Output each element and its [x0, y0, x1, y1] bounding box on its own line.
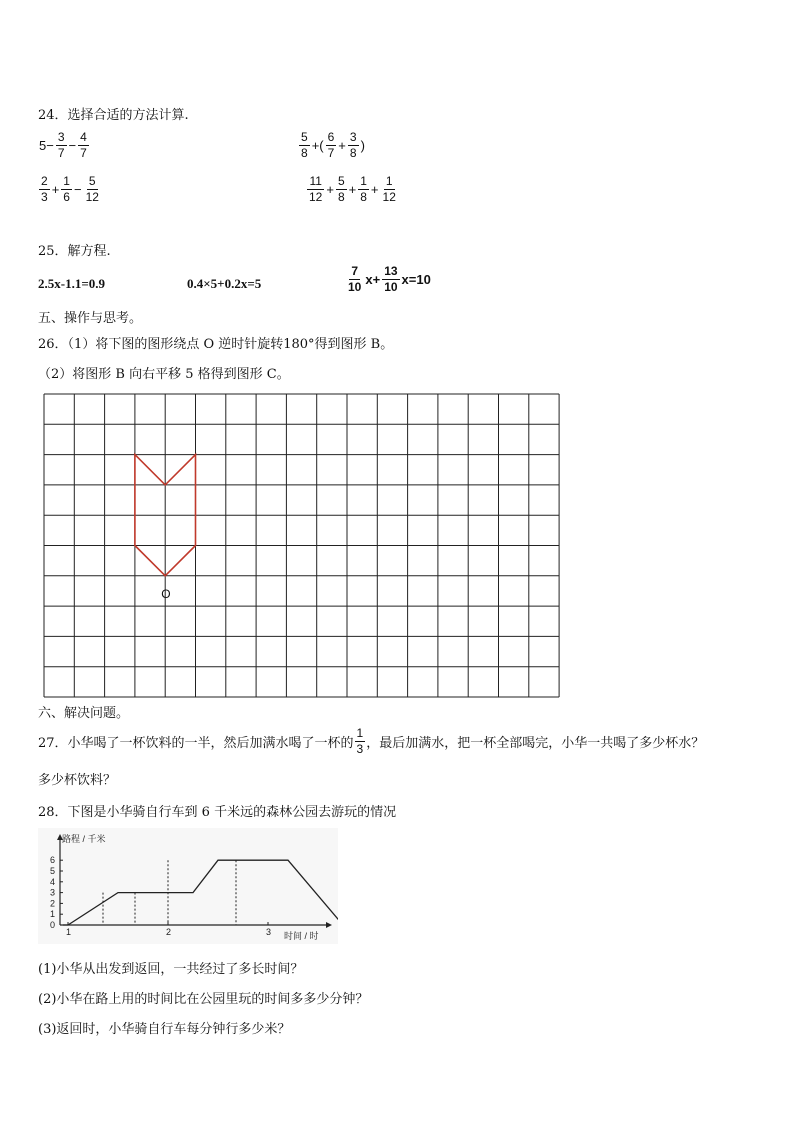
operator: x=10: [401, 272, 431, 287]
fraction: $\frac{7}{10}$: [348, 264, 362, 294]
y-tick-label: 1: [50, 909, 56, 920]
q28-question-1: (1)小华从出发到返回，一共经过了多长时间？: [38, 962, 304, 977]
x-tick-label: 2: [166, 927, 172, 937]
q25-title: 25．解方程.: [38, 244, 111, 259]
q27-text-pre: 27．小华喝了一杯饮料的一半，然后加满水喝了一杯的: [38, 736, 354, 751]
fraction: $\frac{3}{7}$: [57, 130, 65, 160]
fraction: $\frac{1}{6}$: [63, 174, 70, 204]
fraction: $\frac{13}{10}$: [384, 264, 398, 294]
fraction: $\frac{2}{3}$: [41, 174, 48, 204]
fraction: $\frac{1}{8}$: [360, 174, 367, 204]
grid-lines: [44, 394, 559, 697]
y-tick-label: 3: [50, 887, 56, 898]
fraction: $\frac{3}{8}$: [349, 130, 357, 160]
operator: ): [360, 138, 365, 153]
fraction: $\frac{5}{8}$: [337, 174, 345, 204]
q27-text-post: ，最后加满水，把一杯全部喝完，小华一共喝了多少杯水？: [366, 736, 705, 751]
fraction: $\frac{1}{3}$: [356, 726, 364, 756]
fraction: $\frac{5}{8}$: [301, 130, 308, 160]
q28-question-2: (2)小华在路上用的时间比在公园里玩的时间多多少分钟？: [38, 992, 369, 1007]
y-tick-label: 0: [50, 920, 56, 930]
fraction: $\frac{5}{12}$: [85, 174, 99, 204]
operator: +: [370, 182, 379, 197]
section-6-heading: 六、解决问题。: [38, 706, 130, 721]
fraction: $\frac{11}{12}$: [309, 174, 323, 204]
q26-line-1: 26．（1）将下图的图形绕点 O 逆时针旋转180°得到图形 B。: [38, 337, 394, 352]
fraction: $\frac{6}{7}$: [327, 130, 335, 160]
q25-eq-1: 2.5x-1.1=0.9: [38, 276, 105, 291]
operator: +(: [311, 138, 324, 153]
operator: +: [51, 182, 60, 197]
y-tick-label: 5: [50, 866, 56, 876]
fraction: $\frac{1}{12}$: [382, 174, 396, 204]
x-tick-label: 1: [66, 927, 72, 937]
operator: x+: [365, 272, 381, 287]
q28-title: 28．下图是小华骑自行车到 6 千米远的森林公园去游玩的情况: [38, 805, 397, 820]
section-5-heading: 五、操作与思考。: [38, 311, 143, 326]
q27-line-2: 多少杯饮料？: [38, 773, 117, 788]
q26-line-2: （2）将图形 B 向右平移 5 格得到图形 C。: [38, 367, 290, 382]
operator: +: [348, 182, 357, 197]
q28-question-3: (3)返回时，小华骑自行车每分钟行多少米？: [38, 1022, 291, 1037]
operator: −: [73, 182, 82, 197]
chart-background: [38, 828, 338, 944]
fraction: $\frac{4}{7}$: [80, 130, 87, 160]
distance-time-chart: [38, 828, 338, 944]
y-axis-label: 路程 / 千米: [62, 834, 106, 844]
q25-eq-2: 0.4×5+0.2x=5: [187, 276, 262, 291]
expr-text: 5−: [39, 138, 54, 153]
x-tick-label: 3: [266, 927, 272, 937]
y-tick-label: 2: [50, 898, 56, 909]
operator: +: [326, 182, 334, 197]
operator: −: [68, 138, 77, 153]
y-tick-label: 4: [50, 876, 56, 887]
x-axis-label: 时间 / 时: [284, 931, 319, 941]
point-o-label: O: [161, 586, 171, 601]
operator: +: [338, 138, 346, 153]
q27-line-1: [38, 726, 704, 757]
y-tick-label: 6: [50, 855, 56, 866]
q24-title: 24．选择合适的方法计算.: [38, 108, 189, 123]
